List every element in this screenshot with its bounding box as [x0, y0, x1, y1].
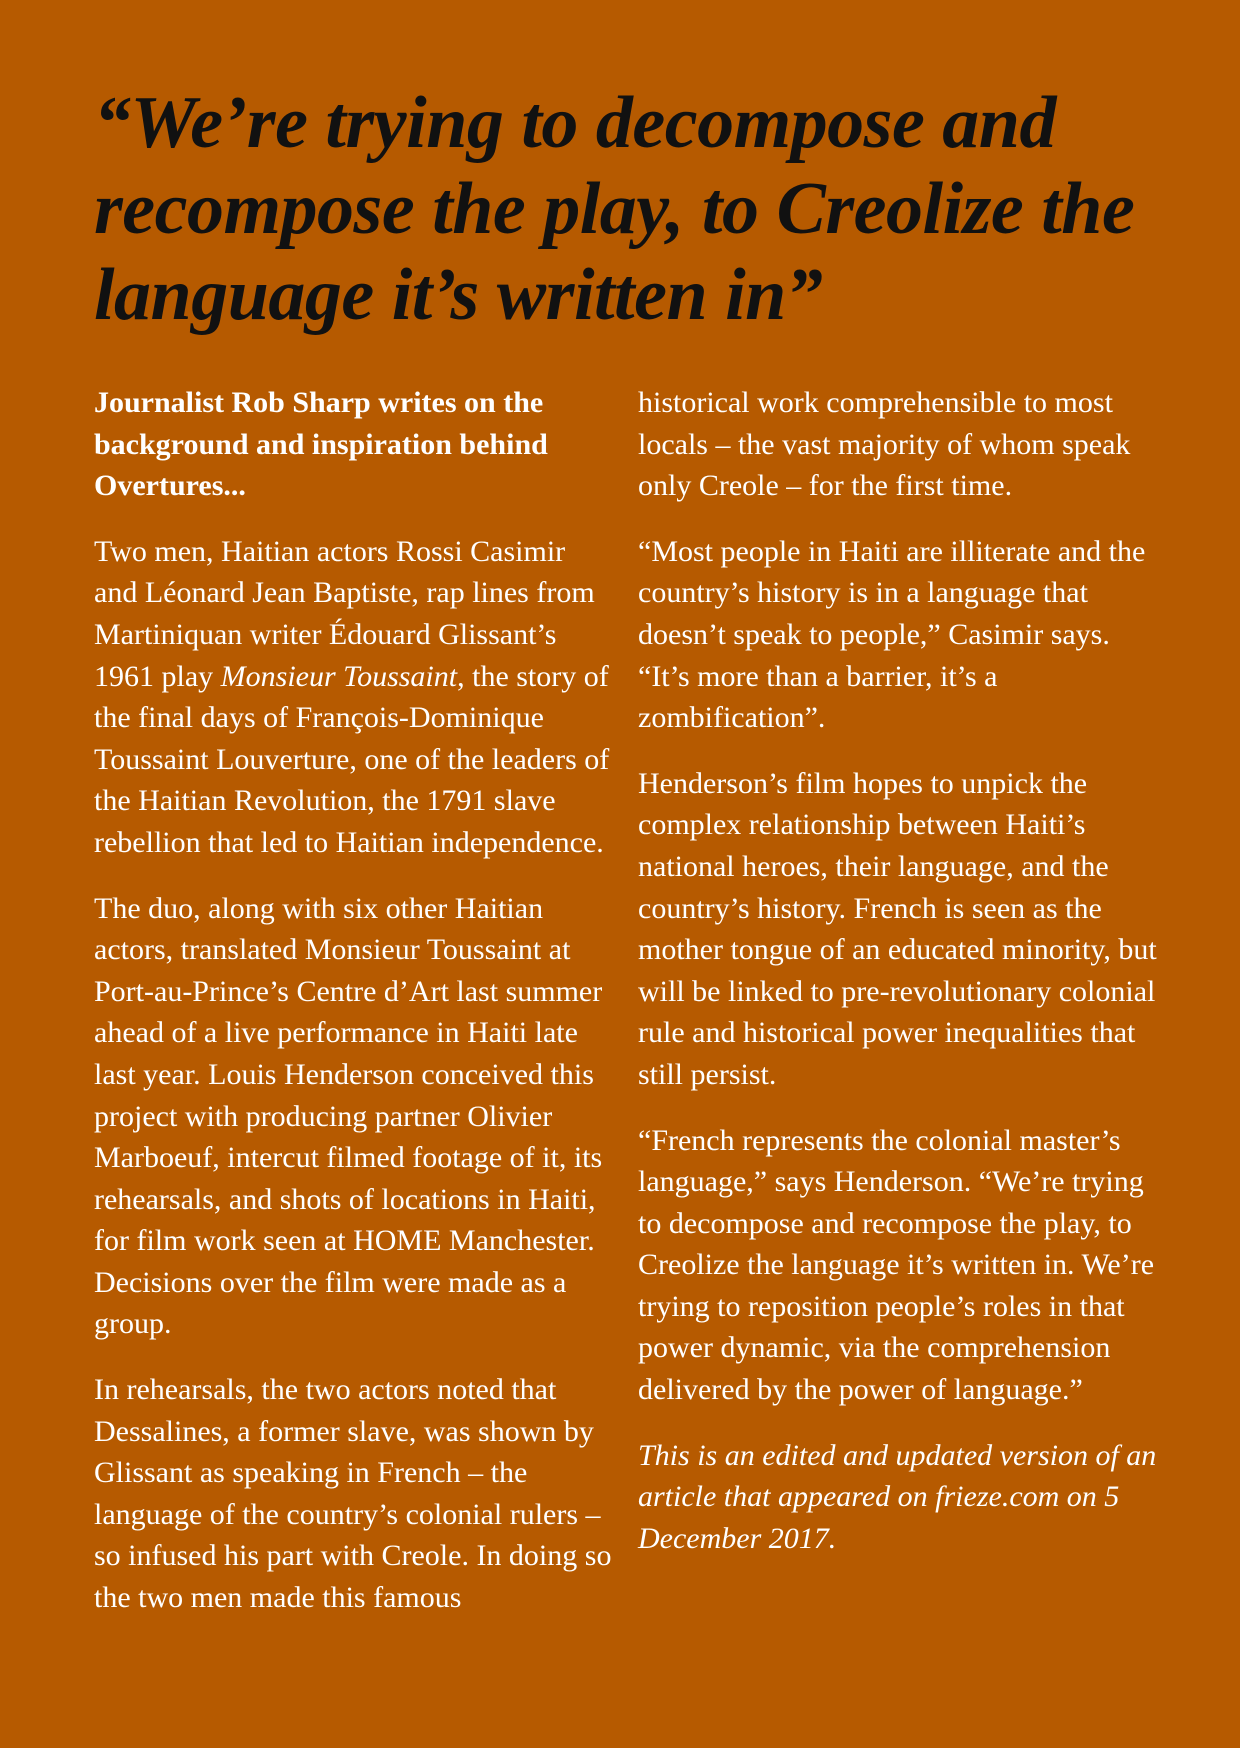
paragraph-text: , the story of the final days of François-Dominique Toussaint Louverture, one of the leaders of the Haitian Revolution, the 1791 slave rebellion that led to Haitian independence.	[94, 659, 610, 859]
paragraph: The duo, along with six other Haitian actors, translated Monsieur Toussaint at Port-au-Prince’s Centre d’Art last summer ahead of a live performance in Haiti late last year. Louis Henderson conceived this project with producing partner Olivier Marboeuf, intercut filmed footage of it, its rehearsals, and shots of locations in Haiti, for film work seen at HOME Manchester. Decisions over the film were made as a group.	[94, 891, 603, 1341]
paragraph: historical work comprehensible to most locals – the vast majority of whom speak only Creole – for the first time.	[638, 386, 1131, 503]
paragraph: “French represents the colonial master’s language,” says Henderson. “We’re trying to decompose and recompose the play, to Creolize the language it’s written in. We’re trying to reposition people’s roles in that power dynamic, via the comprehension delivered by the power of language.”	[638, 1123, 1155, 1407]
right-column	[638, 382, 1158, 1583]
paragraph-text: Two men, Haitian actors Rossi Casimir and Léonard Jean Baptiste, rap lines from Martiniquan writer Édouard Glissant’s 1961 play	[94, 534, 595, 693]
left-column	[94, 382, 614, 1643]
paragraph: Henderson’s film hopes to unpick the complex relationship between Haiti’s national heroes, their language, and the country’s history. French is seen as the mother tongue of an educated minority, but will be linked to pre-revolutionary colonial rule and historical power inequalities that still persist.	[638, 766, 1157, 1091]
paragraph	[94, 531, 614, 864]
standfirst: Journalist Rob Sharp writes on the background and inspiration behind Overtures...	[94, 386, 548, 503]
paragraph: In rehearsals, the two actors noted that Dessalines, a former slave, was shown by Glissant as speaking in French – the language of the country’s colonial rulers – so infused his part with Creole. In doing so the two men made this famous	[94, 1373, 612, 1615]
source-credit: This is an edited and updated version of an article that appeared on frieze.com on 5 December 2017.	[638, 1438, 1157, 1555]
play-title: Monsieur Toussaint	[220, 659, 458, 693]
paragraph: “Most people in Haiti are illiterate and the country’s history is in a language that doesn’t speak to people,” Casimir says. “It’s more than a barrier, it’s a zombification”.	[638, 534, 1146, 735]
pull-quote-heading: “We’re trying to decompose and recompose the play, to Creolize the language it’s written in”	[94, 82, 1135, 336]
